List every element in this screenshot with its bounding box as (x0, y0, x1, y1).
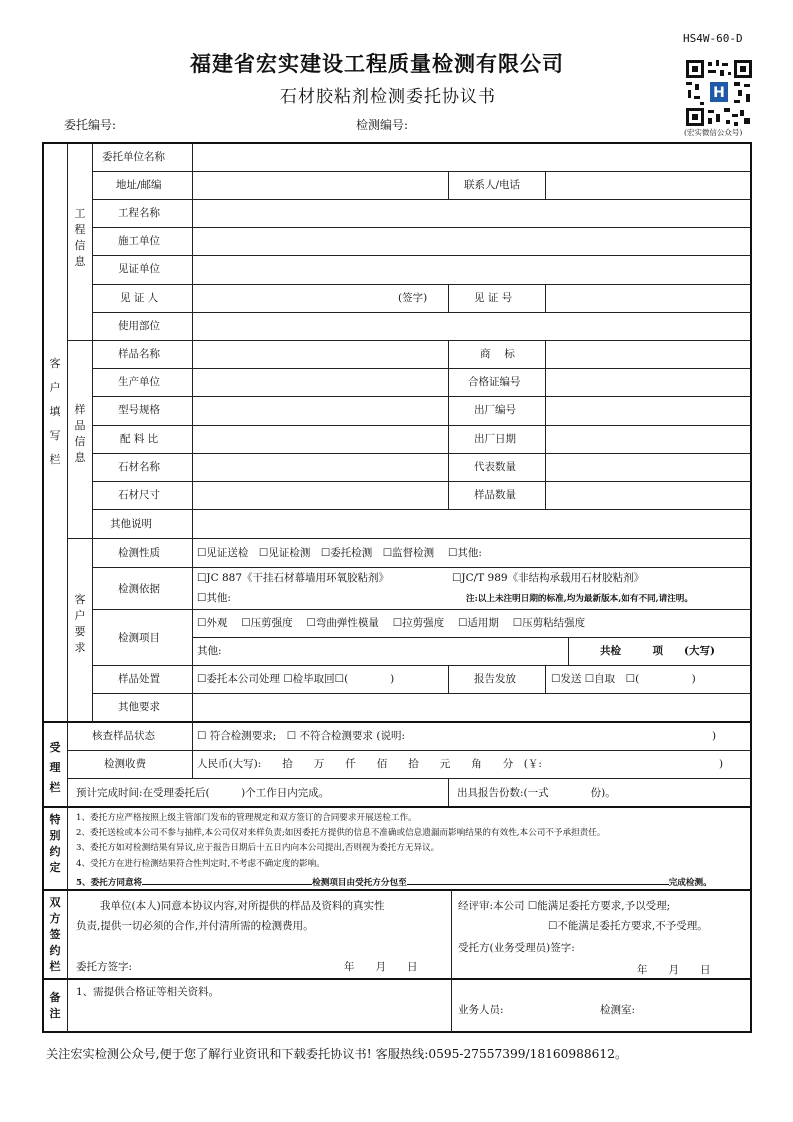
witness-no-field[interactable] (547, 286, 749, 311)
address-field[interactable] (194, 173, 446, 198)
basis-note: 注:以上未注明日期的标准,均为最新版本,如有不同,请注明。 (466, 594, 693, 604)
entrust-no-label: 委托编号: (64, 118, 117, 132)
usage-label: 使用部位 (118, 320, 160, 332)
customer-req-char: 户 (74, 609, 86, 622)
special-term-5-a: 5、委托方同意将 (76, 878, 143, 888)
customer-char: 栏 (49, 453, 61, 466)
contact-label: 联系人/电话 (464, 179, 521, 191)
factory-date-label: 出厂日期 (474, 433, 516, 445)
client-name-label: 委托单位名称 (102, 151, 165, 163)
svg-text:H: H (713, 85, 725, 101)
customer-req-char: 求 (74, 641, 86, 654)
items-total: 共检 项 (大写) (600, 645, 715, 657)
check-close: ) (712, 730, 717, 742)
witness-unit-field[interactable] (194, 257, 749, 282)
manufacturer-field[interactable] (194, 370, 446, 395)
completion-time[interactable]: 预计完成时间:在受理委托后( )个工作日内完成。 (76, 787, 330, 799)
project-info-char: 信 (74, 239, 86, 252)
check-value[interactable]: ☐ 符合检测要求; ☐ 不符合检测要求 (说明: (197, 730, 406, 742)
other-req-field[interactable] (194, 695, 749, 720)
stone-name-field[interactable] (194, 455, 446, 480)
witness-field[interactable] (194, 286, 390, 311)
sample-info-char: 信 (74, 435, 86, 448)
project-info-char: 工 (74, 207, 86, 220)
stone-name-label: 石材名称 (118, 461, 160, 473)
agreement-char: 方 (49, 912, 61, 925)
acceptance-char: 受 (49, 741, 61, 754)
model-label: 型号规格 (118, 404, 160, 416)
special-char: 约 (49, 845, 61, 858)
doc-code: HS4W-60-D (683, 32, 743, 45)
accept-sign-label[interactable]: 受托方(业务受理员)签字: (458, 942, 575, 954)
agreement-char: 双 (49, 896, 61, 909)
address-label: 地址/邮编 (116, 179, 162, 191)
sample-info-char: 品 (74, 419, 86, 432)
footer-notice: 关注宏实检测公众号,便于您了解行业资讯和下载委托协议书! 客服热线:0595-27557399/18160988612。 (46, 1047, 628, 1061)
remarks-char: 注 (49, 1007, 61, 1020)
agreement-char: 约 (49, 944, 61, 957)
project-name-label: 工程名称 (118, 207, 160, 219)
section-label-sample (73, 402, 87, 466)
cert-no-label: 合格证编号 (468, 376, 521, 388)
special-term-1: 1、委托方应严格按照上级主管部门发布的管理规定和双方签订的合同要求开展送检工作。 (76, 813, 417, 823)
customer-char: 填 (49, 405, 61, 418)
basis-option-jct989[interactable]: ☐JC/T 989《非结构承载用石材胶粘剂》 (452, 572, 645, 584)
signature-hint: (签字) (398, 292, 428, 304)
staff-label: 业务人员: (458, 1004, 504, 1016)
model-field[interactable] (194, 398, 446, 423)
items-options[interactable]: ☐外观 ☐压剪强度 ☐弯曲弹性模量 ☐拉剪强度 ☐适用期 ☐压剪粘结强度 (197, 617, 586, 629)
client-name-field[interactable] (194, 145, 749, 170)
construction-unit-label: 施工单位 (118, 235, 160, 247)
report-label: 报告发放 (474, 673, 516, 685)
qr-code (686, 60, 752, 126)
fee-close: ) (719, 758, 724, 770)
trademark-field[interactable] (547, 342, 749, 367)
section-label-special (48, 812, 62, 876)
client-sign-date: 年 月 日 (344, 961, 418, 973)
customer-req-char: 客 (74, 593, 86, 606)
factory-no-field[interactable] (547, 398, 749, 423)
special-term-5-c: 完成检测。 (668, 878, 712, 888)
manufacturer-label: 生产单位 (118, 376, 160, 388)
basis-label: 检测依据 (118, 583, 160, 595)
disposal-options[interactable]: ☐委托本公司处理 ☐检毕取回☐( ) (197, 673, 395, 685)
other-desc-field[interactable] (194, 511, 749, 536)
special-char: 别 (49, 829, 61, 842)
customer-char: 写 (49, 429, 61, 442)
trademark-label: 商 标 (480, 348, 515, 360)
form-title: 石材胶粘剂检测委托协议书 (280, 87, 496, 107)
sample-info-char: 息 (74, 451, 86, 464)
construction-unit-field[interactable] (194, 229, 749, 254)
section-label-agreement (48, 895, 62, 975)
section-label-customer (48, 352, 62, 472)
rep-qty-label: 代表数量 (474, 461, 516, 473)
test-no-label: 检测编号: (356, 118, 409, 132)
disposal-label: 样品处置 (118, 673, 160, 685)
agreement-text-2: 负责,提供一切必须的合作,并付清所需的检测费用。 (76, 920, 314, 932)
sample-qty-label: 样品数量 (474, 489, 516, 501)
stone-size-label: 石材尺寸 (118, 489, 160, 501)
rep-qty-field[interactable] (547, 455, 749, 480)
special-char: 定 (49, 861, 61, 874)
report-copies[interactable]: 出具报告份数:(一式 份)。 (457, 787, 616, 799)
agreement-char: 签 (49, 928, 61, 941)
agreement-text-1: 我单位(本人)同意本协议内容,对所提供的样品及资料的真实性 (100, 900, 385, 912)
special-term-3: 3、委托方如对检测结果有异议,应于报告日期后十五日内向本公司提出,否则视为委托方无异议。 (76, 843, 440, 853)
agreement-char: 栏 (49, 960, 61, 973)
company-name: 福建省宏实建设工程质量检测有限公司 (190, 51, 564, 76)
usage-field[interactable] (194, 314, 749, 339)
witness-no-label: 见 证 号 (474, 292, 513, 304)
cert-no-field[interactable] (547, 370, 749, 395)
ratio-label: 配 料 比 (120, 433, 159, 445)
accept-sign-date: 年 月 日 (637, 964, 711, 976)
witness-label: 见 证 人 (120, 292, 159, 304)
factory-date-field[interactable] (547, 427, 749, 452)
acceptance-char: 理 (49, 761, 61, 774)
special-term-5[interactable] (76, 873, 712, 890)
other-req-label: 其他要求 (118, 701, 160, 713)
special-char: 特 (49, 813, 61, 826)
section-label-requirements (73, 592, 87, 656)
acceptance-char: 栏 (49, 781, 61, 794)
review-line-2[interactable]: ☐不能满足委托方要求,不予受理。 (548, 920, 708, 932)
section-label-remarks (48, 990, 62, 1022)
customer-req-char: 要 (74, 625, 86, 638)
other-desc-label: 其他说明 (110, 518, 152, 530)
nature-options[interactable]: ☐见证送检 ☐见证检测 ☐委托检测 ☐监督检测 ☐其他: (197, 547, 482, 559)
sample-name-field[interactable] (194, 342, 446, 367)
subcontract-items-blank[interactable] (142, 873, 312, 885)
factory-no-label: 出厂编号 (474, 404, 516, 416)
section-label-acceptance (48, 738, 62, 798)
project-name-field[interactable] (194, 201, 749, 226)
fee-label: 检测收费 (104, 758, 146, 770)
special-term-4: 4、受托方在进行检测结果符合性判定时,不考虑不确定度的影响。 (76, 859, 325, 869)
stone-size-field[interactable] (194, 483, 446, 508)
customer-char: 客 (49, 357, 61, 370)
report-options[interactable]: ☐发送 ☐自取 ☐( ) (551, 673, 696, 685)
ratio-field[interactable] (194, 427, 446, 452)
subcontractor-blank[interactable] (407, 873, 669, 885)
lab-label: 检测室: (600, 1004, 636, 1016)
remarks-char: 备 (49, 991, 61, 1004)
project-info-char: 程 (74, 223, 86, 236)
special-term-2: 2、委托送检或本公司不参与抽样,本公司仅对来样负责;如因委托方提供的信息不准确或信息遗漏而影响结果的有效性,本公司不予承担责任。 (76, 828, 606, 838)
nature-label: 检测性质 (118, 547, 160, 559)
sample-name-label: 样品名称 (118, 348, 160, 360)
check-label: 核查样品状态 (92, 730, 155, 742)
review-line-1[interactable]: 经评审:本公司 ☐能满足委托方要求,予以受理; (458, 900, 671, 912)
witness-unit-label: 见证单位 (118, 263, 160, 275)
contact-field[interactable] (547, 173, 749, 198)
fee-value[interactable]: 人民币(大写): 拾 万 仟 佰 拾 元 角 分 (￥: (197, 758, 542, 770)
sample-info-char: 样 (74, 403, 86, 416)
customer-char: 户 (49, 381, 61, 394)
section-label-project (73, 206, 87, 270)
sample-qty-field[interactable] (547, 483, 749, 508)
basis-option-jc887[interactable]: ☐JC 887《干挂石材幕墙用环氧胶粘剂》 (197, 572, 390, 584)
special-term-5-b: 检测项目由受托方分包至 (312, 878, 407, 888)
client-sign-label[interactable]: 委托方签字: (76, 961, 133, 973)
items-other[interactable]: 其他: (197, 645, 222, 657)
items-label: 检测项目 (118, 632, 160, 644)
remarks-note: 1、需提供合格证等相关资料。 (76, 986, 220, 998)
project-info-char: 息 (74, 255, 86, 268)
basis-option-other[interactable]: ☐其他: (197, 592, 231, 604)
qr-caption: (宏实微信公众号) (684, 128, 743, 137)
